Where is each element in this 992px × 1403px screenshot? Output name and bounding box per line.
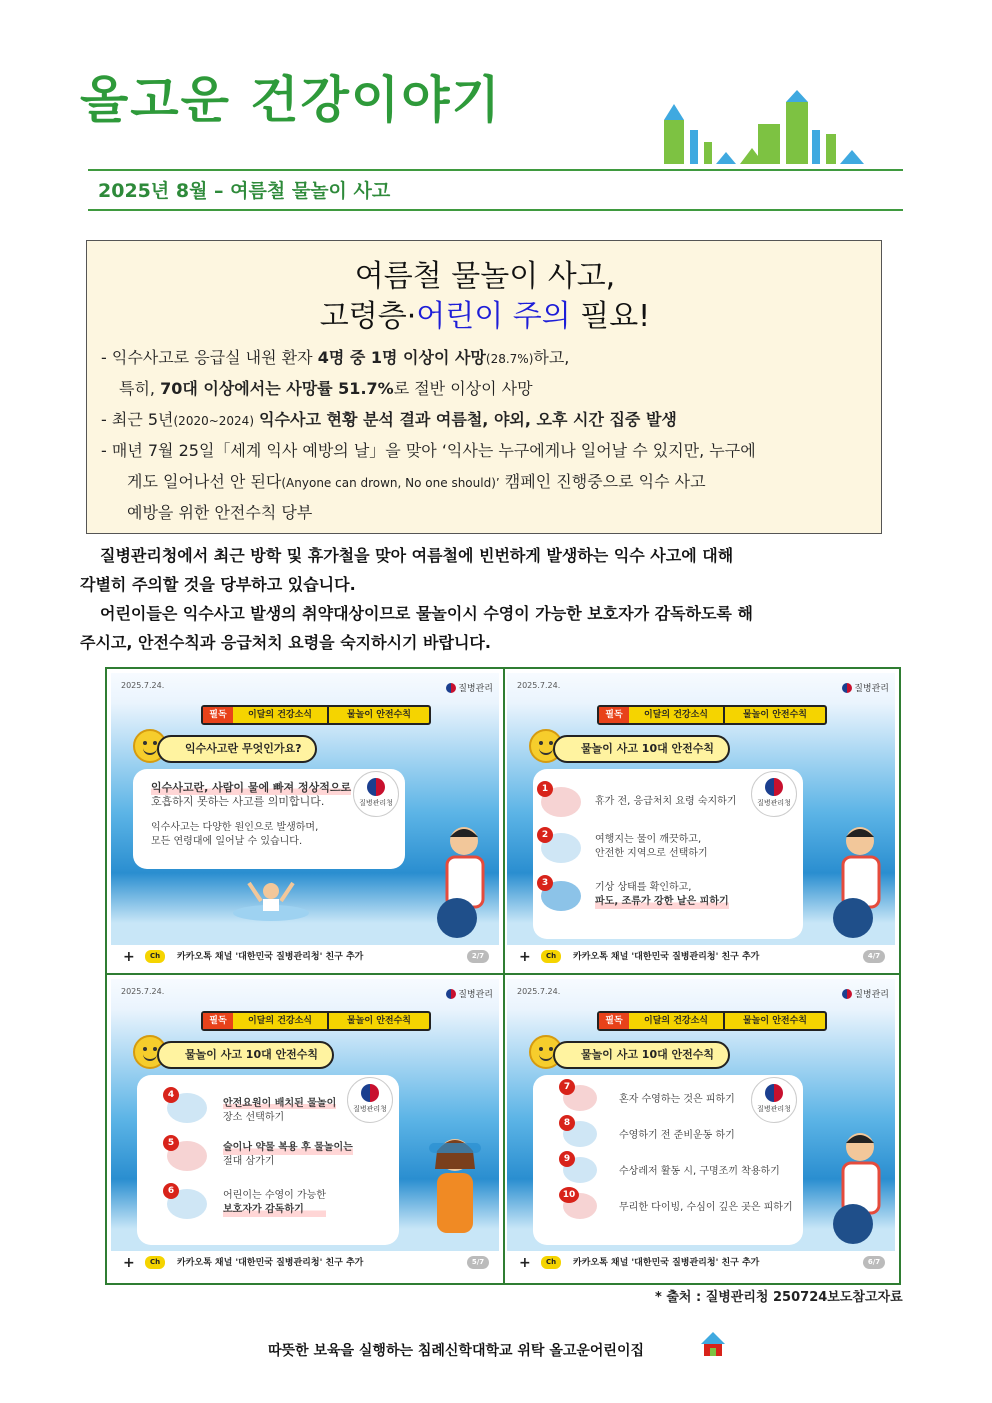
rule-5: 술이나 약물 복용 후 물놀이는 절대 삼가기 — [223, 1142, 353, 1167]
kdca-emblem-icon: 질병관리청 — [751, 771, 797, 817]
rule-7: 혼자 수영하는 것은 피하기 — [619, 1094, 735, 1105]
add-icon: + — [519, 1255, 531, 1271]
add-icon: + — [123, 1255, 135, 1271]
page-indicator: 5/7 — [467, 1256, 489, 1269]
box-headline-1: 여름철 물놀이 사고, — [354, 259, 616, 294]
card-question: 물놀이 사고 10대 안전수칙 — [553, 735, 730, 763]
rule-1: 휴가 전, 응급처치 요령 숙지하기 — [595, 796, 737, 807]
rule-9: 수상레저 활동 시, 구명조끼 착용하기 — [619, 1166, 780, 1177]
kdca-logo: 질병관리 — [446, 681, 493, 694]
card-what-is-drowning — [111, 673, 499, 969]
page-title: 올고운 건강이야기 — [80, 71, 502, 129]
rule-10: 무리한 다이빙, 수심이 깊은 곳은 피하기 — [619, 1202, 793, 1213]
rule-number: 8 — [559, 1115, 575, 1131]
swimmer-girl-illustration — [415, 1129, 495, 1249]
card-footer-bar: + Ch 카카오톡 채널 '대한민국 질병관리청' 친구 추가 4/7 — [507, 945, 895, 969]
summary-box — [86, 240, 882, 534]
kdca-emblem-icon: 질병관리청 — [353, 771, 399, 817]
headline-part: 고령층· — [319, 299, 417, 334]
rule-4: 안전요원이 배치된 물놀이 장소 선택하기 — [223, 1098, 337, 1123]
card-banner: 필독 이달의 건강소식 물놀이 안전수칙 — [597, 1011, 827, 1031]
rule-number: 10 — [559, 1187, 579, 1203]
kdca-logo: 질병관리 — [446, 987, 493, 1000]
rule-number: 1 — [537, 781, 553, 797]
card-grid — [105, 667, 901, 1285]
card-question: 익수사고란 무엇인가요? — [157, 735, 317, 763]
kakao-channel-icon: Ch — [541, 950, 561, 963]
rule-number: 4 — [163, 1087, 179, 1103]
page-indicator: 4/7 — [863, 950, 885, 963]
card-safety-rules-7-10 — [507, 979, 895, 1275]
kakao-channel-icon: Ch — [541, 1256, 561, 1269]
kdca-emblem-icon: 질병관리청 — [347, 1077, 393, 1123]
rule-number: 9 — [559, 1151, 575, 1167]
bullet-1: - 익수사고로 응급실 내원 환자 4명 중 1명 이상이 사망(28.7%)하고, — [101, 348, 570, 367]
card-date: 2025.7.24. — [517, 681, 561, 690]
kdca-logo: 질병관리 — [842, 987, 889, 1000]
house-icon — [700, 1330, 726, 1358]
kdca-emblem-icon: 질병관리청 — [751, 1077, 797, 1123]
rule-number: 7 — [559, 1079, 575, 1095]
add-icon: + — [519, 949, 531, 965]
top-rule — [88, 169, 903, 171]
page-indicator: 6/7 — [863, 1256, 885, 1269]
bullet-1-cont: 특히, 70대 이상에서는 사망률 51.7%로 절반 이상이 사망 — [119, 379, 533, 398]
headline-part: 필요! — [570, 299, 651, 334]
village-illustration — [660, 90, 870, 166]
bullet-3-cont: 게도 일어나선 안 된다(Anyone can drown, No one should)’ 캠페인 진행중으로 익수 사고 — [127, 472, 706, 491]
card-text-2: 익수사고는 다양한 원인으로 발생하며, 모든 연령대에 일어날 수 있습니다. — [151, 822, 319, 847]
paragraph-2: 어린이들은 익수사고 발생의 취약대상이므로 물놀이시 수영이 가능한 보호자가 감독하도록 해 주시고, 안전수칙과 응급처치 요령을 숙지하시기 바랍니다. — [80, 604, 753, 652]
rule-8: 수영하기 전 준비운동 하기 — [619, 1130, 735, 1141]
rule-3: 기상 상태를 확인하고, 파도, 조류가 강한 날은 피하기 — [595, 882, 729, 907]
kdca-logo: 질병관리 — [842, 681, 889, 694]
card-panel — [533, 769, 803, 939]
card-banner: 필독 이달의 건강소식 물놀이 안전수칙 — [597, 705, 827, 725]
card-banner: 필독 이달의 건강소식 물놀이 안전수칙 — [201, 1011, 431, 1031]
rule-2: 여행지는 물이 깨끗하고, 안전한 지역으로 선택하기 — [595, 834, 708, 859]
bullet-2: - 최근 5년(2020~2024) 익수사고 현황 분석 결과 여름철, 야외, 오후 시간 집중 발생 — [101, 410, 677, 429]
rule-number: 3 — [537, 875, 553, 891]
card-date: 2025.7.24. — [517, 987, 561, 996]
bullet-3: - 매년 7월 25일「세계 익사 예방의 날」을 맞아 ‘익사는 누구에게나 일어날 수 있지만, 누구에 — [101, 441, 756, 460]
card-banner: 필독 이달의 건강소식 물놀이 안전수칙 — [201, 705, 431, 725]
source-note: * 출처 : 질병관리청 250724보도참고자료 — [655, 1290, 903, 1305]
card-safety-rules-1-3 — [507, 673, 895, 969]
grid-divider-horizontal — [107, 973, 899, 975]
rule-number: 6 — [163, 1183, 179, 1199]
add-icon: + — [123, 949, 135, 965]
kakao-channel-icon: Ch — [145, 950, 165, 963]
card-date: 2025.7.24. — [121, 987, 165, 996]
card-safety-rules-4-6 — [111, 979, 499, 1275]
box-headline-2 — [87, 291, 883, 335]
subtitle: 2025년 8월 – 여름철 물놀이 사고 — [98, 180, 391, 202]
card-date: 2025.7.24. — [121, 681, 165, 690]
card-panel — [133, 769, 405, 869]
grid-divider-vertical — [503, 669, 505, 1283]
taegeuk-icon — [446, 683, 456, 693]
card-question: 물놀이 사고 10대 안전수칙 — [157, 1041, 334, 1069]
card-text-1: 익수사고란, 사람이 물에 빠져 정상적으로 호흡하지 못하는 사고를 의미합니다. — [151, 781, 352, 808]
taegeuk-icon — [842, 989, 852, 999]
bullet-3-cont2: 예방을 위한 안전수칙 당부 — [127, 503, 313, 522]
card-question: 물놀이 사고 10대 안전수칙 — [553, 1041, 730, 1069]
taegeuk-icon — [842, 683, 852, 693]
bottom-rule — [88, 209, 903, 211]
rule-number: 5 — [163, 1135, 179, 1151]
card-footer-bar: + Ch 카카오톡 채널 '대한민국 질병관리청' 친구 추가 2/7 — [111, 945, 499, 969]
rule-number: 2 — [537, 827, 553, 843]
page-indicator: 2/7 — [467, 950, 489, 963]
lifeguard-illustration — [825, 1129, 895, 1249]
card-footer-bar: + Ch 카카오톡 채널 '대한민국 질병관리청' 친구 추가 6/7 — [507, 1251, 895, 1275]
card-panel — [137, 1075, 399, 1245]
rule-6: 어린이는 수영이 가능한 보호자가 감독하기 — [223, 1190, 326, 1215]
taegeuk-icon — [446, 989, 456, 999]
swimmer-illustration — [231, 873, 311, 923]
card-panel — [533, 1075, 803, 1245]
card-footer-bar: + Ch 카카오톡 채널 '대한민국 질병관리청' 친구 추가 5/7 — [111, 1251, 499, 1275]
footer-text: 따뜻한 보육을 실행하는 침례신학대학교 위탁 올고운어린이집 — [268, 1343, 644, 1359]
lifeguard-illustration — [825, 823, 895, 943]
kakao-channel-icon: Ch — [145, 1256, 165, 1269]
paragraph-1: 질병관리청에서 최근 방학 및 휴가철을 맞아 여름철에 빈번하게 발생하는 익수 사고에 대해 각별히 주의할 것을 당부하고 있습니다. — [80, 546, 734, 594]
headline-highlight: 어린이 주의 — [416, 299, 571, 334]
lifeguard-illustration — [429, 823, 499, 943]
